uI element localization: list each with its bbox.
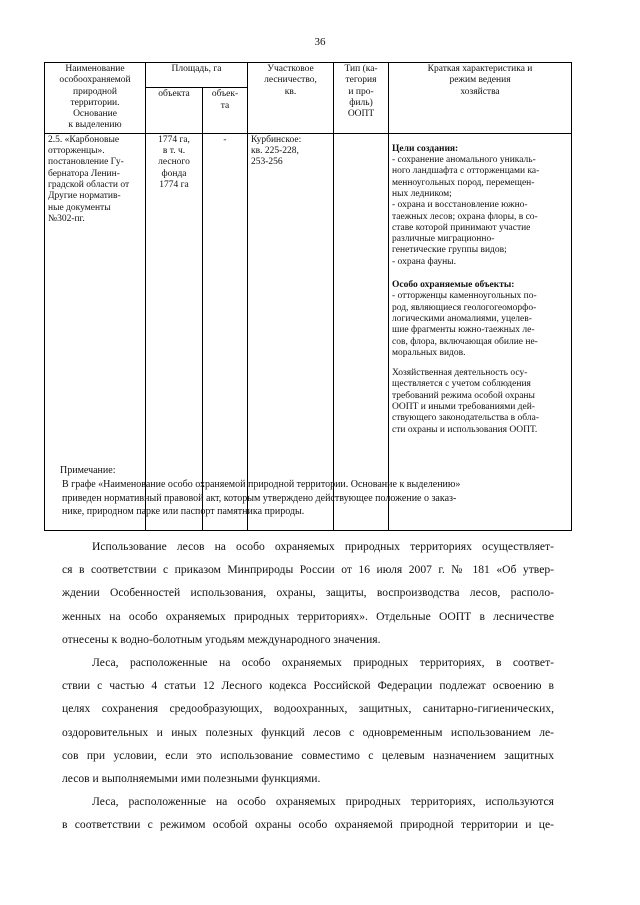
text-line: генетические группы видов; [392, 245, 507, 256]
note-text [62, 478, 562, 519]
text-line: природной [73, 86, 117, 97]
text-line: режим ведения [449, 75, 511, 86]
economy-text [392, 368, 568, 436]
paragraph-line: лесов и выполняемыми ими полезными функциями. [62, 772, 321, 786]
text-line: лесного [158, 157, 190, 168]
header-area: Площадь, га [146, 63, 248, 88]
header-area-object: объекта [146, 88, 203, 133]
text-line: 253-256 [251, 157, 283, 168]
text-line: кв. [284, 86, 297, 97]
text-line: к выделению [68, 120, 122, 131]
text-line: отторженцы». [48, 146, 105, 157]
paragraph-line: целях сохранения средообразующих, водоохранных, защитных, санитарно-гигиенических, [62, 702, 554, 716]
goals-title: Цели создания: [392, 143, 459, 154]
text-line: ствующего законодательства в обла- [392, 413, 540, 424]
paragraph-1 [62, 535, 554, 651]
text-line: ООПТ и иными требованиями дей- [392, 402, 535, 413]
paragraph-line: женных на особо охраняемых природных территориях». Отдельные ООПТ в лесничестве [62, 609, 554, 623]
text-line: ставе которой принимают участие [392, 222, 531, 233]
text-line: ные документы [48, 202, 111, 213]
paragraph-line: сов при условии, если это использование совместимо с целевым назначением защитных [62, 748, 554, 762]
text-line: 2.5. «Карбоновые [48, 134, 120, 145]
paragraph-3 [62, 790, 554, 836]
text-line: Хозяйственная деятельность осу- [392, 368, 528, 379]
text-line: таежных лесов; охрана флоры, в со- [392, 211, 538, 222]
header-type [334, 63, 389, 134]
text-line: постановление Гу- [48, 157, 124, 168]
text-line: Участковое [267, 64, 314, 74]
table-row [45, 133, 572, 530]
goals-text [392, 155, 568, 268]
protected-title: Особо охраняемые объекты: [392, 280, 515, 291]
text-line: та [220, 100, 230, 111]
text-line: лесничество, [264, 75, 317, 86]
paragraph-line: Использование лесов на особо охраняемых природных территориях осуществляет- [92, 540, 554, 553]
paragraph-line: ствии с частью 4 статьи 12 Лесного кодекса Российской Федерации подлежат освоению в [62, 679, 554, 693]
text-line: род, являющиеся геологогеоморфо- [392, 302, 537, 313]
paragraph-line: отнесены к водно-болотным угодьям международного значения. [62, 632, 381, 646]
text-line: градской области от [48, 179, 130, 190]
protected-text [392, 291, 568, 359]
text-line: ных ледником; [392, 188, 452, 199]
text-line: Основание [73, 109, 117, 120]
text-line: 1774 га, [158, 134, 190, 145]
text-line: территории. [70, 97, 120, 108]
cell-area-object2: - [203, 133, 248, 530]
table-header-row [45, 63, 572, 88]
text-line: приведен нормативный правовой акт, которым утверждено действующее положение о заказ- [62, 492, 457, 504]
cell-area-object [146, 133, 203, 530]
text-line: кв. 225-228, [251, 146, 299, 157]
text-line: 1774 га [159, 179, 189, 190]
text-line: Курбинское: [251, 134, 302, 145]
text-line: менноугольных пород, перемещен- [392, 177, 535, 188]
page-number: 36 [314, 36, 326, 48]
paragraph-line: ждении Особенностей использования, охраны, защиты, воспроизводства лесов, располо- [62, 586, 554, 600]
text-line: Тип (ка- [344, 64, 378, 74]
text-line: бернатора Ленин- [48, 168, 120, 179]
text-line: - охрана фауны. [392, 256, 456, 267]
paragraph-line: ся в соответствии с приказом Минприроды России от 16 июля 2007 г. № 181 «Об утвер- [62, 563, 554, 577]
text-line: Наименование [65, 64, 125, 74]
text-line: требований режима особой охраны [392, 390, 535, 401]
paragraph-line: в соответствии с режимом особой охраны особо охраняемой природной территории и це- [62, 818, 554, 832]
text-line: особоохраняемой [59, 75, 131, 86]
text-line: - сохранение аномального уникаль- [392, 155, 536, 166]
text-line: Краткая характеристика и [427, 64, 533, 74]
text-line: - отторженцы каменноугольных по- [392, 291, 537, 302]
cell-description [389, 133, 572, 530]
text-line: фонда [161, 168, 187, 179]
paragraph-line: оздоровительных и иных полезных функций лесов с одновременным использованием ле- [62, 725, 554, 739]
text-line: ООПТ [347, 109, 375, 120]
text-line: филь) [349, 97, 373, 108]
text-line: ществляется с учетом соблюдения [392, 379, 531, 390]
text-line: тегория [345, 75, 377, 86]
text-line: В графе «Наименование особо охраняемой природной территории. Основание к выделению» [62, 479, 461, 490]
cell-forestry [248, 133, 334, 530]
text-line: - охрана и восстановление южно- [392, 200, 528, 211]
text-line: сов, флора, включающая обилие не- [392, 336, 538, 347]
text-line: ного ландшафта с отторженцами ка- [392, 166, 540, 177]
header-description [389, 63, 572, 134]
header-forestry [248, 63, 334, 134]
header-name [45, 63, 146, 134]
text-line: различные миграционно- [392, 234, 495, 245]
text-line: в т. ч. [162, 146, 186, 157]
text-line: сти охраны и использования ООПТ. [392, 424, 538, 435]
text-line: моральных видов. [392, 347, 466, 358]
body-text [62, 535, 554, 837]
text-line: хозяйства [460, 86, 500, 97]
paragraph-2 [62, 651, 554, 790]
note-label: Примечание: [60, 465, 116, 476]
cell-type [334, 133, 389, 530]
text-line: объек- [211, 89, 239, 100]
text-line: Другие норматив- [48, 191, 121, 202]
text-line: нике, природном парке или паспорт памятника природы. [62, 506, 305, 518]
paragraph-line: Леса, расположенные на особо охраняемых природных территориях, используются [92, 795, 554, 809]
paragraph-line: Леса, расположенные на особо охраняемых природных территориях, в соответ- [92, 656, 554, 670]
text-line: и про- [348, 86, 374, 97]
oopt-table [44, 62, 572, 531]
text-line: №302-пг. [48, 213, 85, 224]
header-area-object2 [203, 88, 248, 133]
text-line: логическими аномалиями, уцелев- [392, 313, 532, 324]
text-line: шие фрагменты южно-таежных ле- [392, 325, 535, 336]
